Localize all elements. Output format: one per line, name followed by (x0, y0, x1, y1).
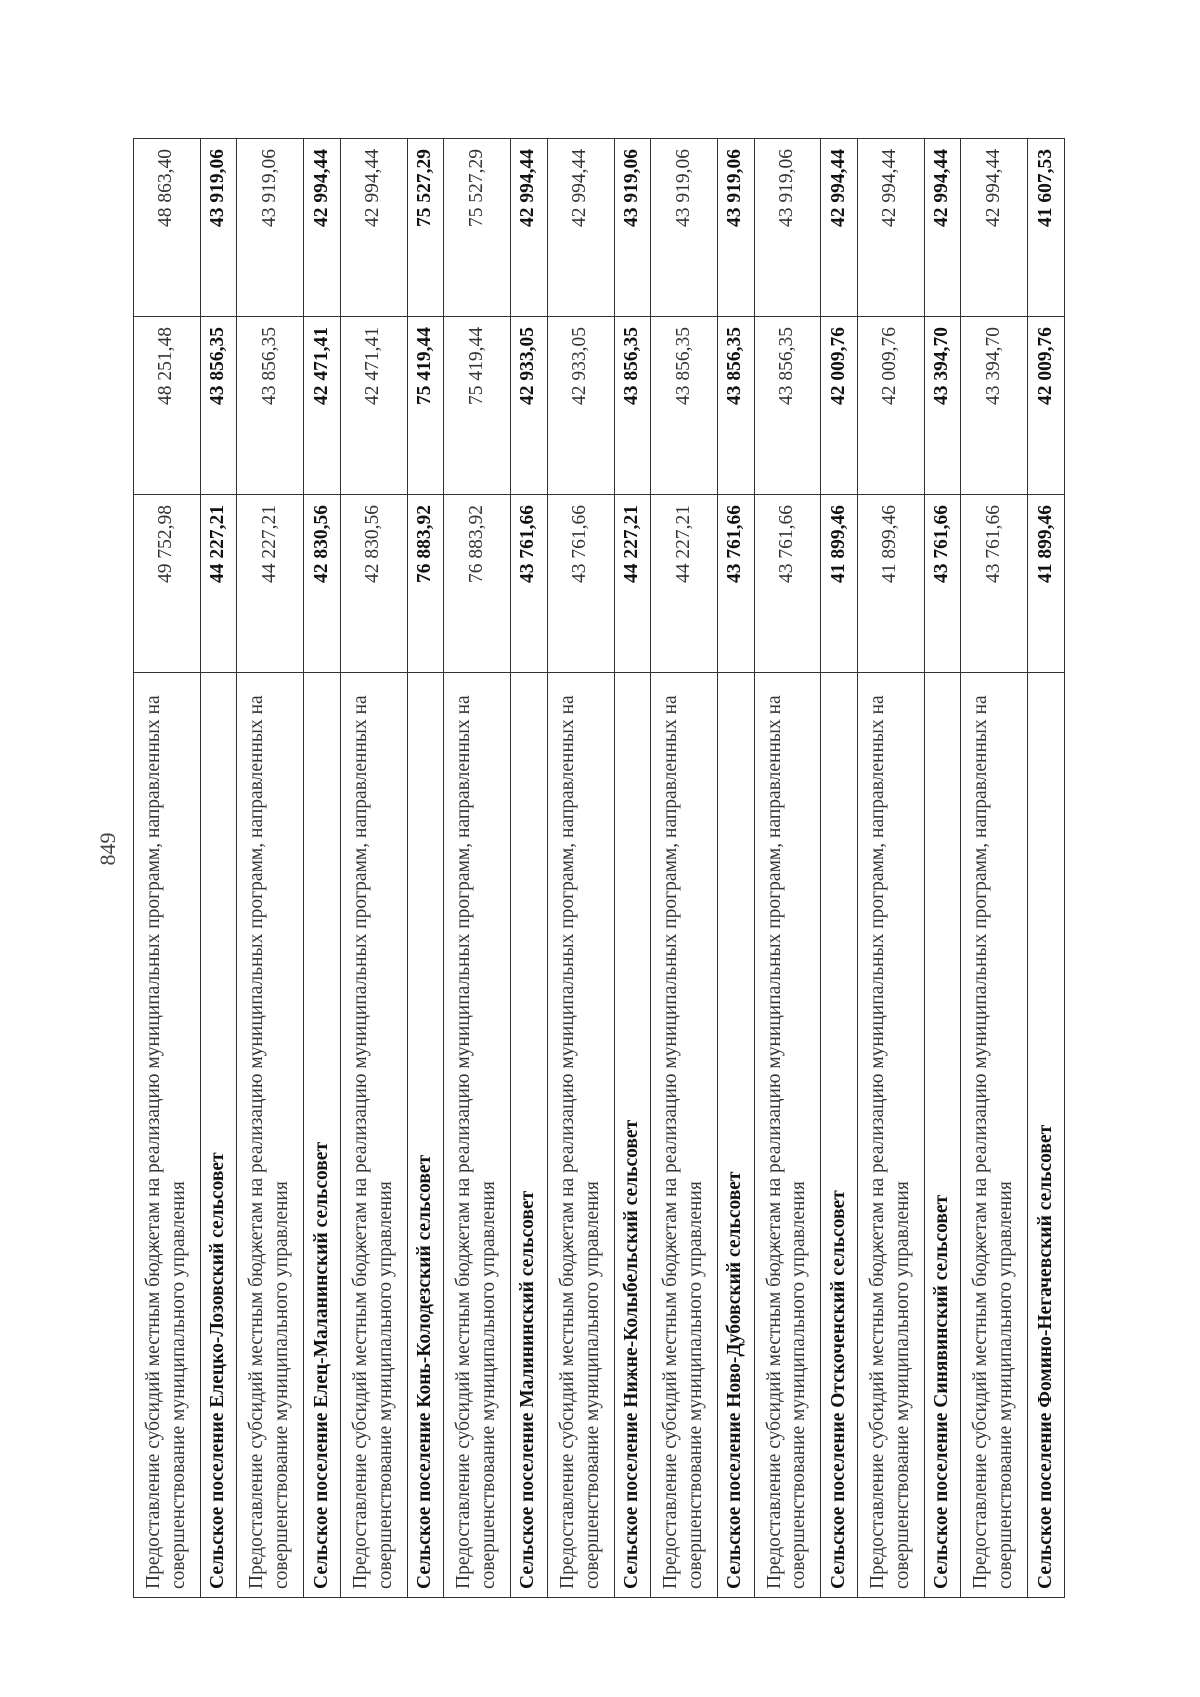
row-value-3-cell: 41 607,53 (1028, 139, 1065, 317)
row-value-1-cell: 44 227,21 (614, 495, 651, 673)
row-value-1-cell: 43 761,66 (961, 495, 1028, 673)
subsidy-item-row (134, 139, 201, 1598)
row-value-3-cell: 42 994,44 (821, 139, 858, 317)
subsidy-item-row (444, 139, 511, 1598)
row-value-1-cell: 43 761,66 (754, 495, 821, 673)
row-value-3-cell: 75 527,29 (444, 139, 511, 317)
row-value-2-cell: 42 009,76 (1028, 317, 1065, 495)
row-value-1-cell: 42 830,56 (340, 495, 407, 673)
settlement-heading-row (1028, 139, 1065, 1598)
row-value-3-cell: 42 994,44 (340, 139, 407, 317)
row-value-2-cell: 43 856,35 (237, 317, 304, 495)
row-value-2-cell: 42 933,05 (511, 317, 548, 495)
row-name-cell: Сельское поселение Елец-Маланинский сельсовет (304, 673, 341, 1598)
row-value-1-cell: 42 830,56 (304, 495, 341, 673)
settlement-heading-row (614, 139, 651, 1598)
row-name-cell: Предоставление субсидий местным бюджетам на реализацию муниципальных программ, направленных на совершенствование муниципального управления (754, 673, 821, 1598)
row-value-3-cell: 42 994,44 (304, 139, 341, 317)
row-value-1-cell: 41 899,46 (1028, 495, 1065, 673)
row-name-cell: Сельское поселение Конь-Колодезский сельсовет (407, 673, 444, 1598)
row-name-cell: Предоставление субсидий местным бюджетам на реализацию муниципальных программ, направленных на совершенствование муниципального управления (340, 673, 407, 1598)
subsidy-item-row (754, 139, 821, 1598)
row-name-cell: Сельское поселение Отскоченский сельсовет (821, 673, 858, 1598)
settlement-heading-row (511, 139, 548, 1598)
row-value-3-cell: 43 919,06 (614, 139, 651, 317)
row-value-2-cell: 43 394,70 (961, 317, 1028, 495)
budget-table (133, 138, 1065, 1598)
row-name-cell: Сельское поселение Синявинский сельсовет (924, 673, 961, 1598)
row-value-2-cell: 48 251,48 (134, 317, 201, 495)
row-value-1-cell: 44 227,21 (200, 495, 237, 673)
page-number: 849 (95, 832, 120, 866)
row-name-cell: Предоставление субсидий местным бюджетам на реализацию муниципальных программ, направленных на совершенствование муниципального управления (857, 673, 924, 1598)
row-value-1-cell: 43 761,66 (718, 495, 755, 673)
row-value-3-cell: 48 863,40 (134, 139, 201, 317)
row-value-2-cell: 42 933,05 (547, 317, 614, 495)
row-name-cell: Сельское поселение Нижне-Колыбельский сельсовет (614, 673, 651, 1598)
row-value-2-cell: 42 009,76 (857, 317, 924, 495)
row-value-3-cell: 42 994,44 (924, 139, 961, 317)
row-value-2-cell: 43 856,35 (651, 317, 718, 495)
row-name-cell: Предоставление субсидий местным бюджетам на реализацию муниципальных программ, направленных на совершенствование муниципального управления (961, 673, 1028, 1598)
settlement-heading-row (407, 139, 444, 1598)
row-value-2-cell: 43 856,35 (200, 317, 237, 495)
row-value-2-cell: 43 394,70 (924, 317, 961, 495)
row-value-1-cell: 43 761,66 (547, 495, 614, 673)
row-value-3-cell: 75 527,29 (407, 139, 444, 317)
row-name-cell: Предоставление субсидий местным бюджетам на реализацию муниципальных программ, направленных на совершенствование муниципального управления (651, 673, 718, 1598)
row-value-2-cell: 43 856,35 (614, 317, 651, 495)
row-value-3-cell: 43 919,06 (651, 139, 718, 317)
subsidy-item-row (237, 139, 304, 1598)
row-value-2-cell: 43 856,35 (718, 317, 755, 495)
subsidy-item-row (961, 139, 1028, 1598)
table-body (134, 139, 1065, 1598)
subsidy-item-row (857, 139, 924, 1598)
row-value-1-cell: 41 899,46 (821, 495, 858, 673)
subsidy-item-row (340, 139, 407, 1598)
table-rotator (133, 141, 1065, 1598)
row-value-2-cell: 42 009,76 (821, 317, 858, 495)
row-name-cell: Сельское поселение Малининский сельсовет (511, 673, 548, 1598)
row-value-2-cell: 75 419,44 (444, 317, 511, 495)
row-value-3-cell: 43 919,06 (237, 139, 304, 317)
row-value-3-cell: 42 994,44 (547, 139, 614, 317)
row-name-cell: Предоставление субсидий местным бюджетам на реализацию муниципальных программ, направленных на совершенствование муниципального управления (444, 673, 511, 1598)
row-name-cell: Сельское поселение Елецко-Лозовский сельсовет (200, 673, 237, 1598)
row-value-2-cell: 75 419,44 (407, 317, 444, 495)
settlement-heading-row (718, 139, 755, 1598)
row-value-2-cell: 42 471,41 (304, 317, 341, 495)
row-name-cell: Предоставление субсидий местным бюджетам на реализацию муниципальных программ, направленных на совершенствование муниципального управления (547, 673, 614, 1598)
settlement-heading-row (924, 139, 961, 1598)
row-value-2-cell: 42 471,41 (340, 317, 407, 495)
row-value-1-cell: 76 883,92 (444, 495, 511, 673)
row-value-1-cell: 41 899,46 (857, 495, 924, 673)
row-value-1-cell: 44 227,21 (651, 495, 718, 673)
row-value-3-cell: 43 919,06 (754, 139, 821, 317)
row-value-1-cell: 49 752,98 (134, 495, 201, 673)
settlement-heading-row (821, 139, 858, 1598)
row-name-cell: Сельское поселение Фомино-Негачевский сельсовет (1028, 673, 1065, 1598)
row-value-2-cell: 43 856,35 (754, 317, 821, 495)
row-value-1-cell: 43 761,66 (511, 495, 548, 673)
row-value-3-cell: 42 994,44 (511, 139, 548, 317)
subsidy-item-row (651, 139, 718, 1598)
row-value-1-cell: 76 883,92 (407, 495, 444, 673)
row-value-3-cell: 43 919,06 (200, 139, 237, 317)
row-value-1-cell: 43 761,66 (924, 495, 961, 673)
settlement-heading-row (200, 139, 237, 1598)
row-value-3-cell: 43 919,06 (718, 139, 755, 317)
row-name-cell: Предоставление субсидий местным бюджетам на реализацию муниципальных программ, направленных на совершенствование муниципального управления (134, 673, 201, 1598)
subsidy-item-row (547, 139, 614, 1598)
settlement-heading-row (304, 139, 341, 1598)
row-value-1-cell: 44 227,21 (237, 495, 304, 673)
row-name-cell: Сельское поселение Ново-Дубовский сельсовет (718, 673, 755, 1598)
row-name-cell: Предоставление субсидий местным бюджетам на реализацию муниципальных программ, направленных на совершенствование муниципального управления (237, 673, 304, 1598)
row-value-3-cell: 42 994,44 (961, 139, 1028, 317)
row-value-3-cell: 42 994,44 (857, 139, 924, 317)
